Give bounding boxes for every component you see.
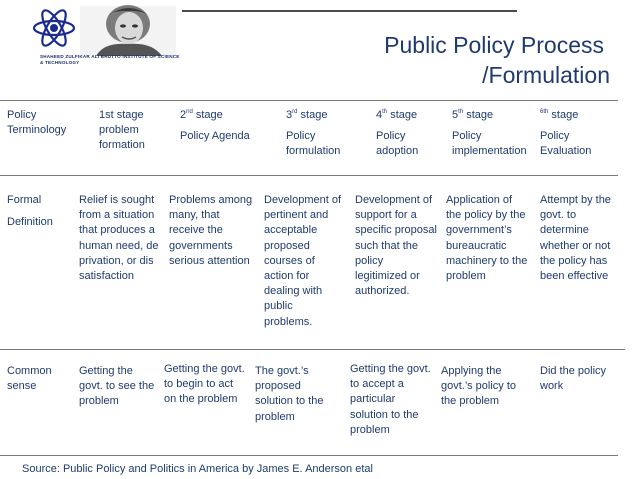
common-cell-1: Getting the govt. to see the problem [79,365,155,408]
stage-word: stage [551,109,579,121]
formal-cell-1: Relief is sought from a situation that produces a human need, deprivation, or dissatisfaction [79,194,159,283]
common-cell-5: Applying the govt.’s policy to the problem [441,365,517,408]
logo-caption: SHAHEED ZULFIKAR ALI BHUTTO INSTITUTE OF SCIENCE & TECHNOLOGY [40,54,180,65]
common-bottom-divider [0,455,618,456]
formal-label [7,193,77,230]
header-stage-1 [99,108,169,154]
atom-portrait-icon [32,4,182,56]
header-stage-5 [452,108,540,160]
stage-word: stage [195,109,223,121]
formal-label-line1: Formal [7,194,42,206]
stage-num: 2 [180,109,187,121]
common-label: Common sense [7,365,52,393]
stage-word: stage [466,109,494,121]
stage-name: Policy Evaluation [540,130,592,158]
page-title [384,30,610,90]
stage-name: Policy adoption [376,130,419,158]
formal-cell-5: Application of the policy by the government’s bureaucratic machinery to the problem [446,194,528,283]
title-line-1: Public Policy Process [384,32,604,58]
header-stage-2 [180,108,270,144]
header-stage-4 [376,108,436,160]
stage-word: stage [300,109,328,121]
formal-cell-6: Attempt by the govt. to determine whether or not the policy has been effective [540,194,611,283]
stage-name: Policy formulation [286,130,341,158]
stage-sup: rd [292,109,298,115]
stage-sup: 6th [540,109,549,115]
header-label: Policy Terminology [7,109,67,137]
common-cell-2: Getting the govt. to begin to act on the problem [164,363,245,406]
stage-num: 4 [376,109,383,121]
formal-label-line2: Definition [7,216,53,229]
header-bottom-divider [0,175,618,176]
formal-cell-2: Problems among many, that receive the governments serious attention [169,194,253,267]
stage-num: 5 [452,109,459,121]
stage-sup: th [458,109,464,115]
stage-sup: nd [186,109,193,115]
stage-word: stage [116,109,144,121]
stage-num: 3 [286,109,293,121]
common-cell-3: The govt.’s proposed solution to the problem [255,365,324,423]
top-rule [182,10,517,12]
stage-sup: th [382,109,388,115]
stage-num: 1st [99,109,114,121]
header-top-divider [0,100,618,101]
header-stage-6 [540,108,620,160]
stage-name: Policy Agenda [180,130,250,143]
common-cell-4: Getting the govt. to accept a particular solution to the problem [350,363,431,436]
source-citation: Source: Public Policy and Politics in America by James E. Anderson etal [22,463,373,475]
stage-word: stage [390,109,418,121]
stage-name: problem formation [99,124,145,152]
formal-cell-3: Development of pertinent and acceptable proposed courses of action for dealing with public problems. [264,194,342,328]
header-stage-3 [286,108,366,160]
formal-cell-4: Development of support for a specific proposal such that the policy legitimized or authorized. [355,194,437,298]
title-line-2: /Formulation [482,62,610,88]
stage-name: Policy implementation [452,130,527,158]
formal-bottom-divider [0,349,625,350]
common-cell-6: Did the policy work [540,365,607,393]
